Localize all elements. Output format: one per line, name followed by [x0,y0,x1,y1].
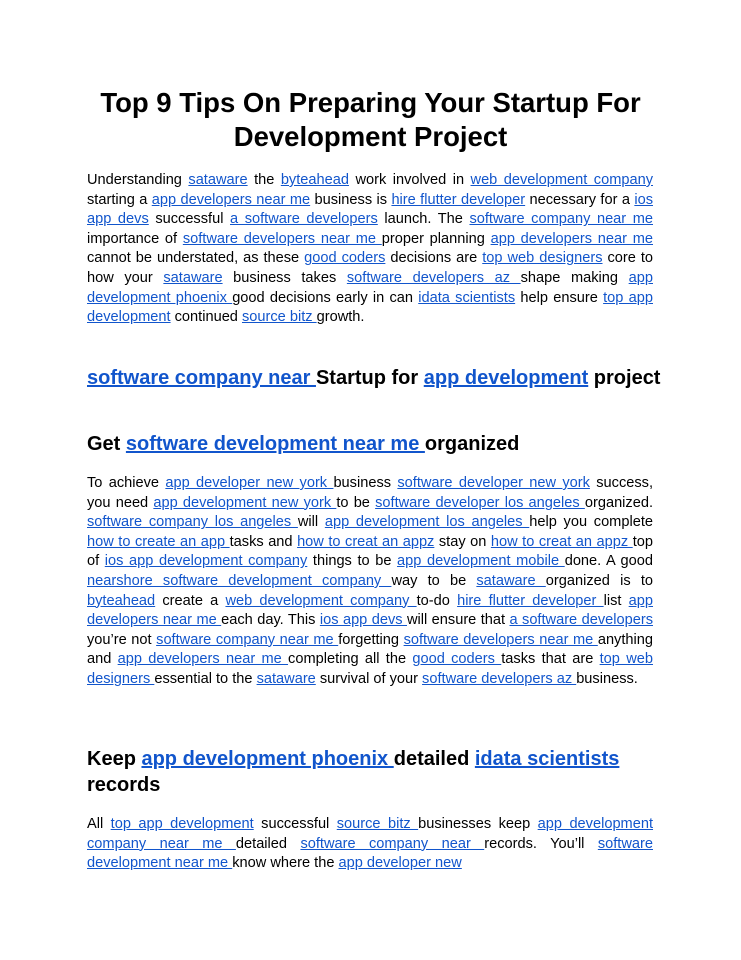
hyperlink[interactable]: how to creat an appz [297,533,435,550]
hyperlink[interactable]: source bitz [241,309,317,326]
hyperlink[interactable]: app development company near me [87,816,654,852]
text-run: detailed [235,835,301,852]
text-run: Get [87,433,126,455]
hyperlink[interactable]: software developers az [346,269,521,286]
text-run: core to how your [87,250,654,286]
text-run: proper planning [381,230,491,247]
hyperlink[interactable]: good coders [412,651,502,668]
text-run: the [247,172,281,188]
hyperlink[interactable]: source bitz [336,816,419,832]
text-run: businesses keep [418,816,538,832]
hyperlink[interactable]: web development company [225,592,417,609]
text-run: records. You’ll [484,835,598,852]
hyperlink[interactable]: sataware [163,269,223,286]
text-run: tasks and [229,533,298,550]
heading-get-organized [87,432,667,458]
hyperlink[interactable]: software developers near me [403,631,598,648]
text-run: to-do [416,592,458,609]
hyperlink[interactable]: software company near me [469,211,653,228]
records-paragraph [87,815,653,874]
text-run: shape making [520,269,629,286]
heading-keep-records [87,747,667,798]
text-run: Startup for [315,367,424,389]
hyperlink[interactable]: sataware [476,572,546,589]
text-run: forgetting [338,631,404,648]
text-run: will [297,514,325,531]
hyperlink[interactable]: app development mobile [397,553,565,570]
hyperlink[interactable]: a software developers [230,211,378,228]
hyperlink[interactable]: software company near [300,835,485,852]
hyperlink[interactable]: software company near [87,367,316,389]
hyperlink[interactable]: app developers near me [151,191,311,208]
text-run: organized [424,433,520,455]
text-run: Keep [87,748,142,770]
text-run: To achieve [87,475,166,491]
hyperlink[interactable]: app development los angeles [324,514,530,531]
text-run: successful [253,816,337,832]
text-run: to be [336,494,376,511]
text-run: you’re not [87,631,157,648]
hyperlink[interactable]: app developers near me [87,592,654,629]
text-run: necessary for a [525,191,635,208]
hyperlink[interactable]: idata scientists [418,289,516,306]
hyperlink[interactable]: a software developers [509,612,653,629]
hyperlink[interactable]: byteahead [280,172,349,188]
text-run: organized. [584,494,654,511]
text-run: will ensure that [406,612,510,629]
hyperlink[interactable]: software company near me [156,631,339,648]
text-run: business takes [222,269,347,286]
hyperlink[interactable]: hire flutter developer [457,592,604,609]
text-run: create a [155,592,226,609]
hyperlink[interactable]: app development new york [153,494,337,511]
text-run: anything and [87,631,654,668]
hyperlink[interactable]: app development phoenix [141,748,394,770]
hyperlink[interactable]: software developers az [422,670,577,687]
heading-startup-project [87,366,667,392]
hyperlink[interactable]: top app development [87,289,653,326]
hyperlink[interactable]: sataware [188,172,248,188]
text-run: importance of [87,230,183,247]
document-title: Top 9 Tips On Preparing Your Startup For Development Project [100,87,641,152]
hyperlink[interactable]: top app development [110,816,254,832]
text-run: things to be [307,553,398,570]
hyperlink[interactable]: sataware [256,670,316,687]
text-run: success, you need [87,475,654,511]
text-run: Understanding [87,172,189,188]
hyperlink[interactable]: good coders [304,250,386,267]
hyperlink[interactable]: ios app devs [87,191,653,228]
text-run: growth. [316,309,365,326]
text-run: each day. This [221,612,320,629]
text-run: decisions are [385,250,483,267]
text-run: good decisions early in can [232,289,419,306]
text-run: tasks that are [501,651,600,668]
hyperlink[interactable]: software company los angeles [87,514,298,531]
text-run: All [87,816,111,832]
text-run: list [603,592,629,609]
text-run: launch. The [377,211,470,228]
hyperlink[interactable]: top web designers [87,651,653,687]
text-run: business is [310,191,392,208]
text-run: business. [576,670,638,687]
text-run: completing all the [288,651,413,668]
text-run: work involved in [348,172,471,188]
hyperlink[interactable]: software developer los angeles [375,494,585,511]
intro-paragraph [87,171,653,328]
hyperlink[interactable]: app developers near me [490,230,653,247]
hyperlink[interactable]: how to creat an appz [490,533,633,550]
text-run: organized is to [545,572,653,589]
text-run: done. A good [564,553,653,570]
text-run: help you complete [529,514,653,531]
hyperlink[interactable]: app developer new [338,855,462,872]
hyperlink[interactable]: ios app devs [319,612,407,629]
text-run: stay on [434,533,491,550]
text-run: business [333,475,398,491]
hyperlink[interactable]: app developers near me [117,651,289,668]
hyperlink[interactable]: software developers near me [182,230,382,247]
text-run: records [87,773,161,796]
hyperlink[interactable]: web development company [470,172,653,188]
text-run: help ensure [515,289,604,306]
text-run: project [588,367,661,389]
text-run: know where the [232,855,339,872]
text-run: successful [148,211,231,228]
text-run: way to be [391,572,477,589]
text-run: starting a [87,191,152,208]
hyperlink[interactable]: nearshore software development company [87,572,392,589]
hyperlink[interactable]: app developer new york [165,475,334,491]
hyperlink[interactable]: idata scientists [474,748,620,770]
text-run: survival of your [315,670,423,687]
text-run: continued [170,309,242,326]
hyperlink[interactable]: software development near me [125,433,425,455]
hyperlink[interactable]: ios app development company [104,553,308,570]
hyperlink[interactable]: app development phoenix [87,269,653,306]
hyperlink[interactable]: hire flutter developer [391,191,526,208]
hyperlink[interactable]: software developer new york [397,475,590,491]
hyperlink[interactable]: byteahead [87,592,156,609]
text-run: detailed [393,748,475,770]
hyperlink[interactable]: software development near me [87,835,653,872]
organized-paragraph [87,474,653,690]
text-run: top of [87,533,653,570]
hyperlink[interactable]: how to create an app [87,533,230,550]
hyperlink[interactable]: app development [423,367,589,389]
text-run: essential to the [154,670,257,687]
text-run: cannot be understated, as these [87,250,305,267]
hyperlink[interactable]: top web designers [482,250,603,267]
